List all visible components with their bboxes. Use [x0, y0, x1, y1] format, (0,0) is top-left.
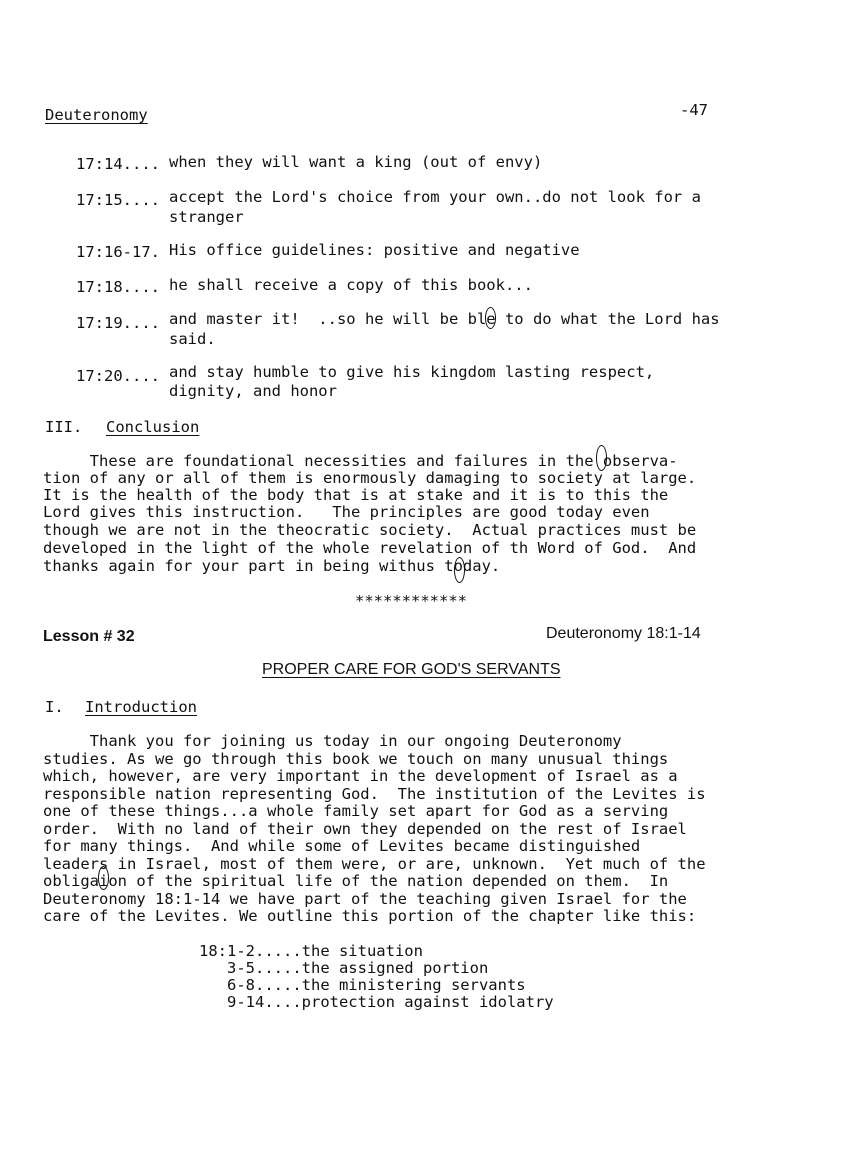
verse-text: said.: [169, 330, 216, 348]
verse-text: His office guidelines: positive and negative: [169, 241, 580, 259]
lesson-label: Lesson # 32: [43, 628, 135, 645]
outline-item: 9-14....protection against idolatry: [199, 993, 554, 1011]
paragraph-line: thanks again for your part in being withus today.: [43, 557, 501, 575]
lesson-title: PROPER CARE FOR GOD'S SERVANTS: [262, 661, 561, 678]
paragraph-line: studies. As we go through this book we touch on many unusual things: [43, 750, 669, 768]
verse-ref: 17:20....: [76, 367, 160, 385]
lesson-reference: Deuteronomy 18:1-14: [546, 625, 701, 642]
paragraph-line: obligaion of the spiritual life of the nation depended on them. In: [43, 872, 669, 890]
paragraph-line: Thank you for joining us today in our ongoing Deuteronomy: [43, 732, 622, 750]
paragraph-line: It is the health of the body that is at stake and it is to this the: [43, 486, 669, 504]
section-numeral: I.: [45, 698, 64, 716]
section-heading-introduction: Introduction: [85, 698, 197, 716]
paragraph-line: developed in the light of the whole revelation of th Word of God. And: [43, 539, 697, 557]
verse-text: he shall receive a copy of this book...: [169, 276, 533, 294]
paragraph-line: which, however, are very important in the development of Israel as a: [43, 767, 678, 785]
handwritten-circle-mark: [454, 557, 465, 583]
section-numeral: III.: [45, 418, 83, 436]
verse-text: accept the Lord's choice from your own..do not look for a: [169, 188, 701, 206]
paragraph-line: These are foundational necessities and failures in the observa-: [43, 452, 678, 470]
running-header-title: Deuteronomy: [45, 106, 148, 124]
verse-ref: 17:19....: [76, 314, 160, 332]
section-separator: ************: [355, 592, 467, 610]
verse-ref: 17:14....: [76, 155, 160, 173]
handwritten-circle-mark: [98, 866, 109, 890]
paragraph-line: care of the Levites. We outline this portion of the chapter like this:: [43, 907, 697, 925]
section-heading-conclusion: Conclusion: [106, 418, 200, 436]
verse-text: and stay humble to give his kingdom lasting respect,: [169, 363, 655, 381]
verse-text: when they will want a king (out of envy): [169, 153, 543, 171]
paragraph-line: Deuteronomy 18:1-14 we have part of the teaching given Israel for the: [43, 890, 687, 908]
paragraph-line: one of these things...a whole family set apart for God as a serving: [43, 802, 669, 820]
paragraph-line: leaders in Israel, most of them were, or are, unknown. Yet much of the: [43, 855, 706, 873]
handwritten-circle-mark: [485, 307, 496, 329]
paragraph-line: tion of any or all of them is enormously damaging to society at large.: [43, 469, 697, 487]
handwritten-circle-mark: [596, 445, 607, 471]
verse-text: dignity, and honor: [169, 382, 337, 400]
paragraph-line: Lord gives this instruction. The principles are good today even: [43, 503, 650, 521]
verse-ref: 17:16-17.: [76, 243, 160, 261]
verse-ref: 17:15....: [76, 191, 160, 209]
outline-item: 6-8.....the ministering servants: [199, 976, 526, 994]
paragraph-line: responsible nation representing God. The institution of the Levites is: [43, 785, 706, 803]
outline-item: 18:1-2.....the situation: [199, 942, 423, 960]
verse-ref: 17:18....: [76, 278, 160, 296]
paragraph-line: for many things. And while some of Levites became distinguished: [43, 837, 641, 855]
paragraph-line: though we are not in the theocratic society. Actual practices must be: [43, 521, 697, 539]
paragraph-line: order. With no land of their own they depended on the rest of Israel: [43, 820, 687, 838]
verse-text: stranger: [169, 208, 244, 226]
outline-item: 3-5.....the assigned portion: [199, 959, 489, 977]
page-number: -47: [680, 101, 708, 119]
verse-text: and master it! ..so he will be ble to do what the Lord has: [169, 310, 720, 328]
